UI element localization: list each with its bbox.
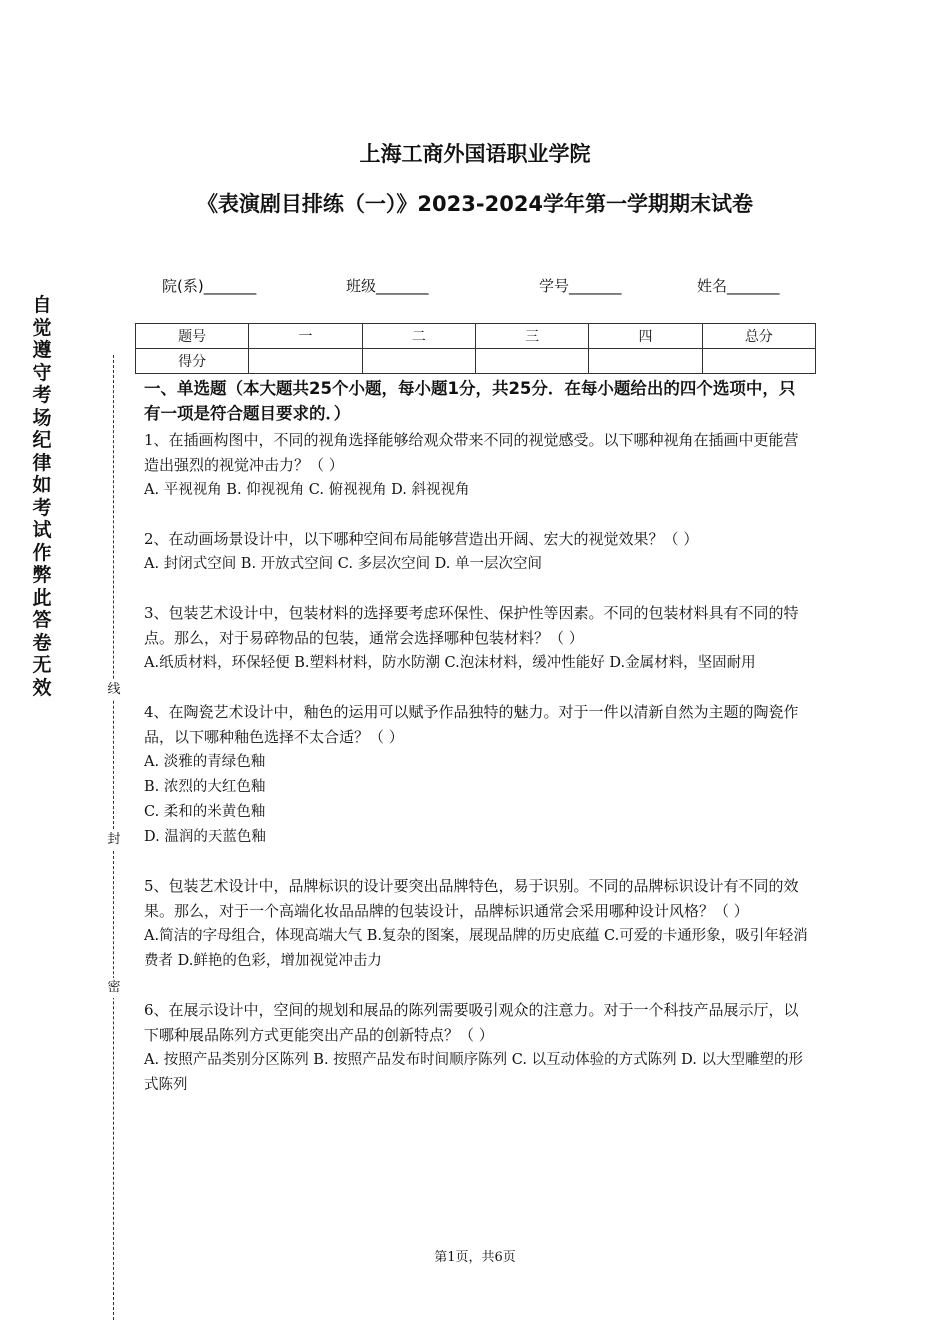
department-field: 院(系)_______ (162, 277, 257, 295)
table-cell: 四 (589, 324, 702, 349)
table-cell: 一 (249, 324, 362, 349)
table-cell: 题号 (136, 324, 249, 349)
score-input-cell (362, 349, 475, 374)
question-option-b: B. 浓烈的大红色釉 (144, 779, 266, 795)
section-heading: 一、单选题（本大题共25个小题，每小题1分，共25分．在每小题给出的四个选项中，只有一项是符合题目要求的．） (144, 379, 796, 423)
name-field: 姓名_______ (697, 277, 780, 295)
question-options: A. 封闭式空间 B. 开放式空间 C. 多层次空间 D. 单一层次空间 (144, 556, 543, 572)
score-input-cell (475, 349, 588, 374)
question-6 (144, 998, 809, 1098)
question-stem: 4、在陶瓷艺术设计中，釉色的运用可以赋予作品独特的魅力。对于一件以清新自然为主题的陶瓷作品，以下哪种釉色选择不太合适？（ ） (144, 703, 799, 746)
question-option-a: A. 淡雅的青绿色釉 (144, 754, 266, 770)
question-option-c: C. 柔和的米黄色釉 (144, 804, 266, 820)
question-3 (144, 601, 809, 676)
exam-title: 《表演剧目排练（一）》2023-2024学年第一学期期末试卷 (196, 192, 754, 216)
table-cell: 得分 (136, 349, 249, 374)
table-cell: 三 (475, 324, 588, 349)
class-field: 班级_______ (346, 277, 429, 295)
score-input-cell (702, 349, 815, 374)
question-options: A. 按照产品类别分区陈列 B. 按照产品发布时间顺序陈列 C. 以互动体验的方式陈列 D. 以大型雕塑的形式陈列 (144, 1052, 804, 1093)
binding-mark-secret: 密 (104, 978, 124, 998)
question-section (144, 376, 809, 1098)
question-option-d: D. 温润的天蓝色釉 (144, 829, 266, 845)
table-cell: 二 (362, 324, 475, 349)
question-1 (144, 428, 809, 503)
question-options: A. 平视视角 B. 仰视视角 C. 俯视视角 D. 斜视视角 (144, 482, 470, 498)
score-input-cell (249, 349, 362, 374)
question-stem: 2、在动画场景设计中，以下哪种空间布局能够营造出开阔、宏大的视觉效果？（ ） (144, 530, 699, 548)
question-options: A.简洁的字母组合，体现高端大气 B.复杂的图案，展现品牌的历史底蕴 C.可爱的卡通形象，吸引年轻消费者 D.鲜艳的色彩，增加视觉冲击力 (144, 928, 808, 969)
score-table-header-row (136, 324, 816, 349)
binding-mark-line: 线 (104, 680, 124, 700)
student-id-field: 学号_______ (539, 277, 622, 295)
question-stem: 5、包装艺术设计中，品牌标识的设计要突出品牌特色，易于识别。不同的品牌标识设计有不同的效果。那么，对于一个高端化妆品品牌的包装设计，品牌标识通常会采用哪种设计风格？（ ） (144, 877, 799, 920)
score-table-score-row (136, 349, 816, 374)
school-title: 上海工商外国语职业学院 (359, 142, 591, 166)
score-table (135, 323, 816, 374)
question-stem: 1、在插画构图中，不同的视角选择能够给观众带来不同的视觉感受。以下哪种视角在插画中更能营造出强烈的视觉冲击力？（ ） (144, 431, 799, 474)
question-stem: 3、包装艺术设计中，包装材料的选择要考虑环保性、保护性等因素。不同的包装材料具有不同的特点。那么，对于易碎物品的包装，通常会选择哪种包装材料？（ ） (144, 604, 799, 647)
side-notice: 自觉遵守考场纪律如考试作弊此答卷无效 (32, 294, 52, 699)
question-5 (144, 874, 809, 974)
page-footer: 第1页，共6页 (434, 1250, 516, 1265)
question-4 (144, 700, 809, 850)
question-options: A.纸质材料，环保轻便 B.塑料材料，防水防潮 C.泡沫材料，缓冲性能好 D.金属材料，坚固耐用 (144, 655, 756, 671)
table-cell: 总分 (702, 324, 815, 349)
question-stem: 6、在展示设计中，空间的规划和展品的陈列需要吸引观众的注意力。对于一个科技产品展示厅，以下哪种展品陈列方式更能突出产品的创新特点？（ ） (144, 1001, 799, 1044)
binding-mark-seal: 封 (104, 830, 124, 850)
question-2 (144, 527, 809, 577)
score-input-cell (589, 349, 702, 374)
